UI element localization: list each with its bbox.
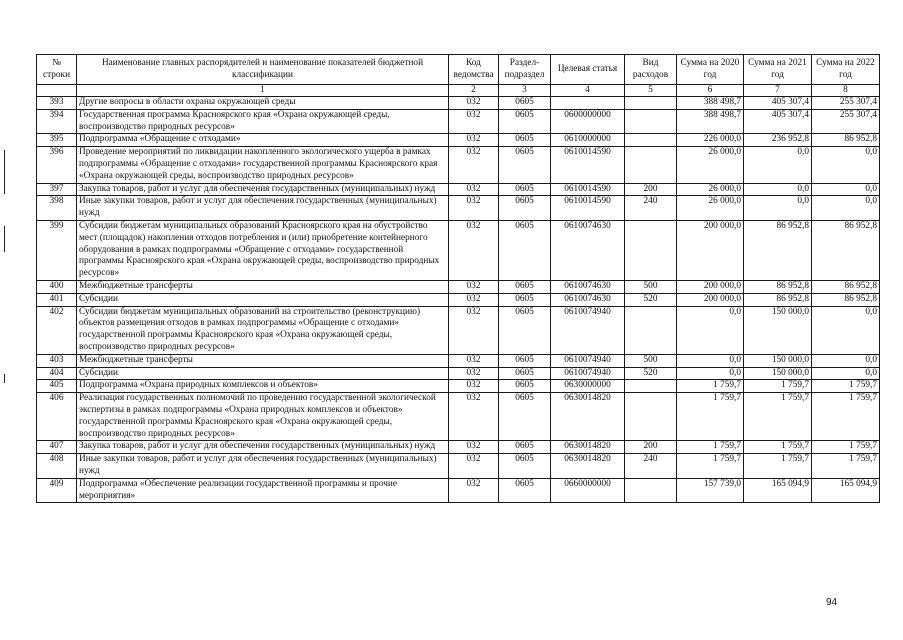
table-row: [37, 293, 880, 306]
subsection-cell: 0605: [499, 478, 551, 503]
table-row: [37, 97, 880, 110]
subsection-cell: 0605: [499, 393, 551, 441]
sum-2021-cell: 1 759,7: [744, 454, 812, 479]
row-name-cell: Проведение мероприятий по ликвидации накопленного экологического ущерба в рамках подпрограммы «Обращение с отходами» государственной программы Красноярского края «Охрана окружающей среды, воспроизводство природных ресурсов»: [77, 147, 449, 183]
row-name-cell: Субсидии бюджетам муниципальных образований Красноярского края на обустройство мест (площадок) накопления отходов потребления и (или) приобретение контейнерного оборудования в рамках подпрограммы «Обращение с отходами» государственной программы Красноярского края «Охрана окружающей среды, воспроизводство природных ресурсов»: [77, 220, 449, 280]
sum-2022-cell: 86 952,8: [812, 293, 880, 306]
expense-type-cell: 240: [625, 454, 677, 479]
target-cell: 0610074940: [551, 306, 625, 354]
header-row-no: № строки: [37, 55, 77, 85]
target-cell: 0630014820: [551, 441, 625, 454]
dept-code-cell: 032: [449, 393, 499, 441]
expense-type-cell: 240: [625, 196, 677, 221]
row-number-cell: 406: [37, 393, 77, 441]
sum-2022-cell: 0,0: [812, 367, 880, 380]
expense-type-cell: 500: [625, 354, 677, 367]
sum-2021-cell: 236 952,8: [744, 134, 812, 147]
sum-2022-cell: 165 094,9: [812, 478, 880, 503]
table-row: [37, 196, 880, 221]
dept-code-cell: 032: [449, 97, 499, 110]
subsection-cell: 0605: [499, 454, 551, 479]
sum-2020-cell: 1 759,7: [677, 454, 744, 479]
sum-2022-cell: 255 307,4: [812, 97, 880, 110]
dept-code-cell: 032: [449, 367, 499, 380]
row-number-cell: 408: [37, 454, 77, 479]
sum-2021-cell: 165 094,9: [744, 478, 812, 503]
expense-type-cell: 200: [625, 183, 677, 196]
subsection-cell: 0605: [499, 147, 551, 183]
target-cell: 0660000000: [551, 478, 625, 503]
column-number: 5: [625, 85, 677, 97]
expense-type-cell: [625, 97, 677, 110]
table-row: [37, 367, 880, 380]
sum-2021-cell: 86 952,8: [744, 293, 812, 306]
dept-code-cell: 032: [449, 196, 499, 221]
subsection-cell: 0605: [499, 306, 551, 354]
row-number-cell: 398: [37, 196, 77, 221]
column-number: 7: [744, 85, 812, 97]
sum-2020-cell: 226 000,0: [677, 134, 744, 147]
row-name-cell: Субсидии бюджетам муниципальных образований на строительство (реконструкцию) объектов размещения отходов в рамках подпрограммы «Обращение с отходами» государственной программы Красноярского края «Охрана окружающей среды, воспроизводство природных ресурсов»: [77, 306, 449, 354]
sum-2021-cell: 0,0: [744, 147, 812, 183]
column-number: [37, 85, 77, 97]
sum-2020-cell: 0,0: [677, 306, 744, 354]
sum-2020-cell: 26 000,0: [677, 183, 744, 196]
table-body: [37, 97, 880, 503]
row-number-cell: 400: [37, 280, 77, 293]
expense-type-cell: [625, 478, 677, 503]
sum-2022-cell: 86 952,8: [812, 134, 880, 147]
subsection-cell: 0605: [499, 183, 551, 196]
sum-2020-cell: 1 759,7: [677, 380, 744, 393]
dept-code-cell: 032: [449, 280, 499, 293]
dept-code-cell: 032: [449, 306, 499, 354]
row-number-cell: 407: [37, 441, 77, 454]
sum-2020-cell: 0,0: [677, 367, 744, 380]
sum-2021-cell: 1 759,7: [744, 441, 812, 454]
sum-2022-cell: 1 759,7: [812, 380, 880, 393]
table-row: [37, 454, 880, 479]
table-row: [37, 380, 880, 393]
target-cell: 0610074940: [551, 354, 625, 367]
header-subsection: Раздел-подраздел: [499, 55, 551, 85]
row-name-cell: Субсидии: [77, 367, 449, 380]
subsection-cell: 0605: [499, 280, 551, 293]
sum-2022-cell: 0,0: [812, 196, 880, 221]
row-number-cell: 403: [37, 354, 77, 367]
dept-code-cell: 032: [449, 109, 499, 134]
row-name-cell: Реализация государственных полномочий по проведению государственной экологической экспертизы в рамках подпрограммы «Охрана природных комплексов и объектов» государственной программы Красноярского края «Охрана окружающей среды, воспроизводство природных ресурсов»: [77, 393, 449, 441]
header-row: [37, 55, 880, 85]
margin-mark: [4, 150, 5, 194]
row-name-cell: Иные закупки товаров, работ и услуг для обеспечения государственных (муниципальных) нужд: [77, 454, 449, 479]
sum-2020-cell: 26 000,0: [677, 196, 744, 221]
sum-2021-cell: 405 307,4: [744, 97, 812, 110]
column-number: 4: [551, 85, 625, 97]
sum-2021-cell: 150 000,0: [744, 354, 812, 367]
row-name-cell: Закупка товаров, работ и услуг для обеспечения государственных (муниципальных) нужд: [77, 183, 449, 196]
sum-2020-cell: 388 498,7: [677, 109, 744, 134]
target-cell: 0610014590: [551, 183, 625, 196]
header-sum-2020: Сумма на 2020 год: [677, 55, 744, 85]
row-number-cell: 397: [37, 183, 77, 196]
subsection-cell: 0605: [499, 293, 551, 306]
subsection-cell: 0605: [499, 134, 551, 147]
table-row: [37, 147, 880, 183]
header-expense-type: Вид расходов: [625, 55, 677, 85]
sum-2021-cell: 0,0: [744, 183, 812, 196]
sum-2021-cell: 150 000,0: [744, 367, 812, 380]
target-cell: 0630000000: [551, 380, 625, 393]
sum-2022-cell: 0,0: [812, 183, 880, 196]
target-cell: 0610000000: [551, 134, 625, 147]
row-name-cell: Другие вопросы в области охраны окружающей среды: [77, 97, 449, 110]
target-cell: 0610074630: [551, 280, 625, 293]
header-dept-code: Код ведомства: [449, 55, 499, 85]
dept-code-cell: 032: [449, 454, 499, 479]
expense-type-cell: [625, 109, 677, 134]
subsection-cell: 0605: [499, 97, 551, 110]
dept-code-cell: 032: [449, 293, 499, 306]
sum-2021-cell: 86 952,8: [744, 220, 812, 280]
sum-2022-cell: 86 952,8: [812, 220, 880, 280]
row-number-cell: 402: [37, 306, 77, 354]
column-number: 8: [812, 85, 880, 97]
target-cell: 0610074940: [551, 367, 625, 380]
sum-2022-cell: 0,0: [812, 354, 880, 367]
page-number: 94: [826, 597, 838, 608]
subsection-cell: 0605: [499, 441, 551, 454]
expense-type-cell: 520: [625, 293, 677, 306]
subsection-cell: 0605: [499, 196, 551, 221]
dept-code-cell: 032: [449, 354, 499, 367]
target-cell: 0600000000: [551, 109, 625, 134]
row-name-cell: Закупка товаров, работ и услуг для обеспечения государственных (муниципальных) нужд: [77, 441, 449, 454]
table-row: [37, 109, 880, 134]
table-row: [37, 280, 880, 293]
row-name-cell: Иные закупки товаров, работ и услуг для обеспечения государственных (муниципальных) нужд: [77, 196, 449, 221]
dept-code-cell: 032: [449, 441, 499, 454]
row-number-cell: 405: [37, 380, 77, 393]
sum-2021-cell: 1 759,7: [744, 380, 812, 393]
sum-2020-cell: 200 000,0: [677, 293, 744, 306]
dept-code-cell: 032: [449, 478, 499, 503]
expense-type-cell: [625, 306, 677, 354]
column-number-row: [37, 85, 880, 97]
target-cell: 0610014590: [551, 196, 625, 221]
subsection-cell: 0605: [499, 380, 551, 393]
header-sum-2021: Сумма на 2021 год: [744, 55, 812, 85]
row-name-cell: Подпрограмма «Обращение с отходами»: [77, 134, 449, 147]
sum-2022-cell: 0,0: [812, 147, 880, 183]
sum-2022-cell: 86 952,8: [812, 280, 880, 293]
column-number: 6: [677, 85, 744, 97]
target-cell: 0610074630: [551, 293, 625, 306]
expense-type-cell: 500: [625, 280, 677, 293]
margin-mark: [4, 374, 5, 383]
expense-type-cell: 200: [625, 441, 677, 454]
column-number: 2: [449, 85, 499, 97]
dept-code-cell: 032: [449, 380, 499, 393]
target-cell: [551, 97, 625, 110]
expense-type-cell: [625, 380, 677, 393]
expense-type-cell: [625, 134, 677, 147]
subsection-cell: 0605: [499, 354, 551, 367]
sum-2021-cell: 86 952,8: [744, 280, 812, 293]
sum-2020-cell: 200 000,0: [677, 220, 744, 280]
table-row: [37, 306, 880, 354]
row-number-cell: 409: [37, 478, 77, 503]
sum-2021-cell: 150 000,0: [744, 306, 812, 354]
margin-mark: [4, 226, 5, 252]
expense-type-cell: [625, 220, 677, 280]
sum-2021-cell: 405 307,4: [744, 109, 812, 134]
sum-2021-cell: 0,0: [744, 196, 812, 221]
dept-code-cell: 032: [449, 183, 499, 196]
dept-code-cell: 032: [449, 134, 499, 147]
subsection-cell: 0605: [499, 109, 551, 134]
row-name-cell: Подпрограмма «Охрана природных комплексов и объектов»: [77, 380, 449, 393]
row-name-cell: Подпрограмма «Обеспечение реализации государственной программы и прочие мероприятия»: [77, 478, 449, 503]
sum-2020-cell: 1 759,7: [677, 393, 744, 441]
table-row: [37, 183, 880, 196]
row-name-cell: Государственная программа Красноярского края «Охрана окружающей среды, воспроизводство природных ресурсов»: [77, 109, 449, 134]
subsection-cell: 0605: [499, 367, 551, 380]
row-number-cell: 404: [37, 367, 77, 380]
target-cell: 0630014820: [551, 393, 625, 441]
row-name-cell: Межбюджетные трансферты: [77, 354, 449, 367]
row-number-cell: 399: [37, 220, 77, 280]
sum-2022-cell: 1 759,7: [812, 393, 880, 441]
sum-2021-cell: 1 759,7: [744, 393, 812, 441]
row-number-cell: 394: [37, 109, 77, 134]
sum-2022-cell: 1 759,7: [812, 454, 880, 479]
row-number-cell: 393: [37, 97, 77, 110]
sum-2020-cell: 388 498,7: [677, 97, 744, 110]
target-cell: 0610014590: [551, 147, 625, 183]
row-number-cell: 395: [37, 134, 77, 147]
sum-2020-cell: 1 759,7: [677, 441, 744, 454]
sum-2022-cell: 255 307,4: [812, 109, 880, 134]
target-cell: 0630014820: [551, 454, 625, 479]
table-row: [37, 441, 880, 454]
table-row: [37, 393, 880, 441]
table-row: [37, 134, 880, 147]
row-name-cell: Субсидии: [77, 293, 449, 306]
row-number-cell: 401: [37, 293, 77, 306]
header-name: Наименование главных распорядителей и наименование показателей бюджетной классификации: [77, 55, 449, 85]
dept-code-cell: 032: [449, 147, 499, 183]
column-number: 1: [77, 85, 449, 97]
sum-2020-cell: 157 739,0: [677, 478, 744, 503]
table-row: [37, 354, 880, 367]
expense-type-cell: [625, 393, 677, 441]
budget-table: [36, 54, 880, 503]
subsection-cell: 0605: [499, 220, 551, 280]
row-number-cell: 396: [37, 147, 77, 183]
target-cell: 0610074630: [551, 220, 625, 280]
expense-type-cell: 520: [625, 367, 677, 380]
dept-code-cell: 032: [449, 220, 499, 280]
sum-2020-cell: 200 000,0: [677, 280, 744, 293]
table-row: [37, 220, 880, 280]
sum-2020-cell: 0,0: [677, 354, 744, 367]
sum-2020-cell: 26 000,0: [677, 147, 744, 183]
header-sum-2022: Сумма на 2022 год: [812, 55, 880, 85]
expense-type-cell: [625, 147, 677, 183]
column-number: 3: [499, 85, 551, 97]
header-target: Целевая статья: [551, 55, 625, 85]
table-row: [37, 478, 880, 503]
sum-2022-cell: 1 759,7: [812, 441, 880, 454]
sum-2022-cell: 0,0: [812, 306, 880, 354]
row-name-cell: Межбюджетные трансферты: [77, 280, 449, 293]
